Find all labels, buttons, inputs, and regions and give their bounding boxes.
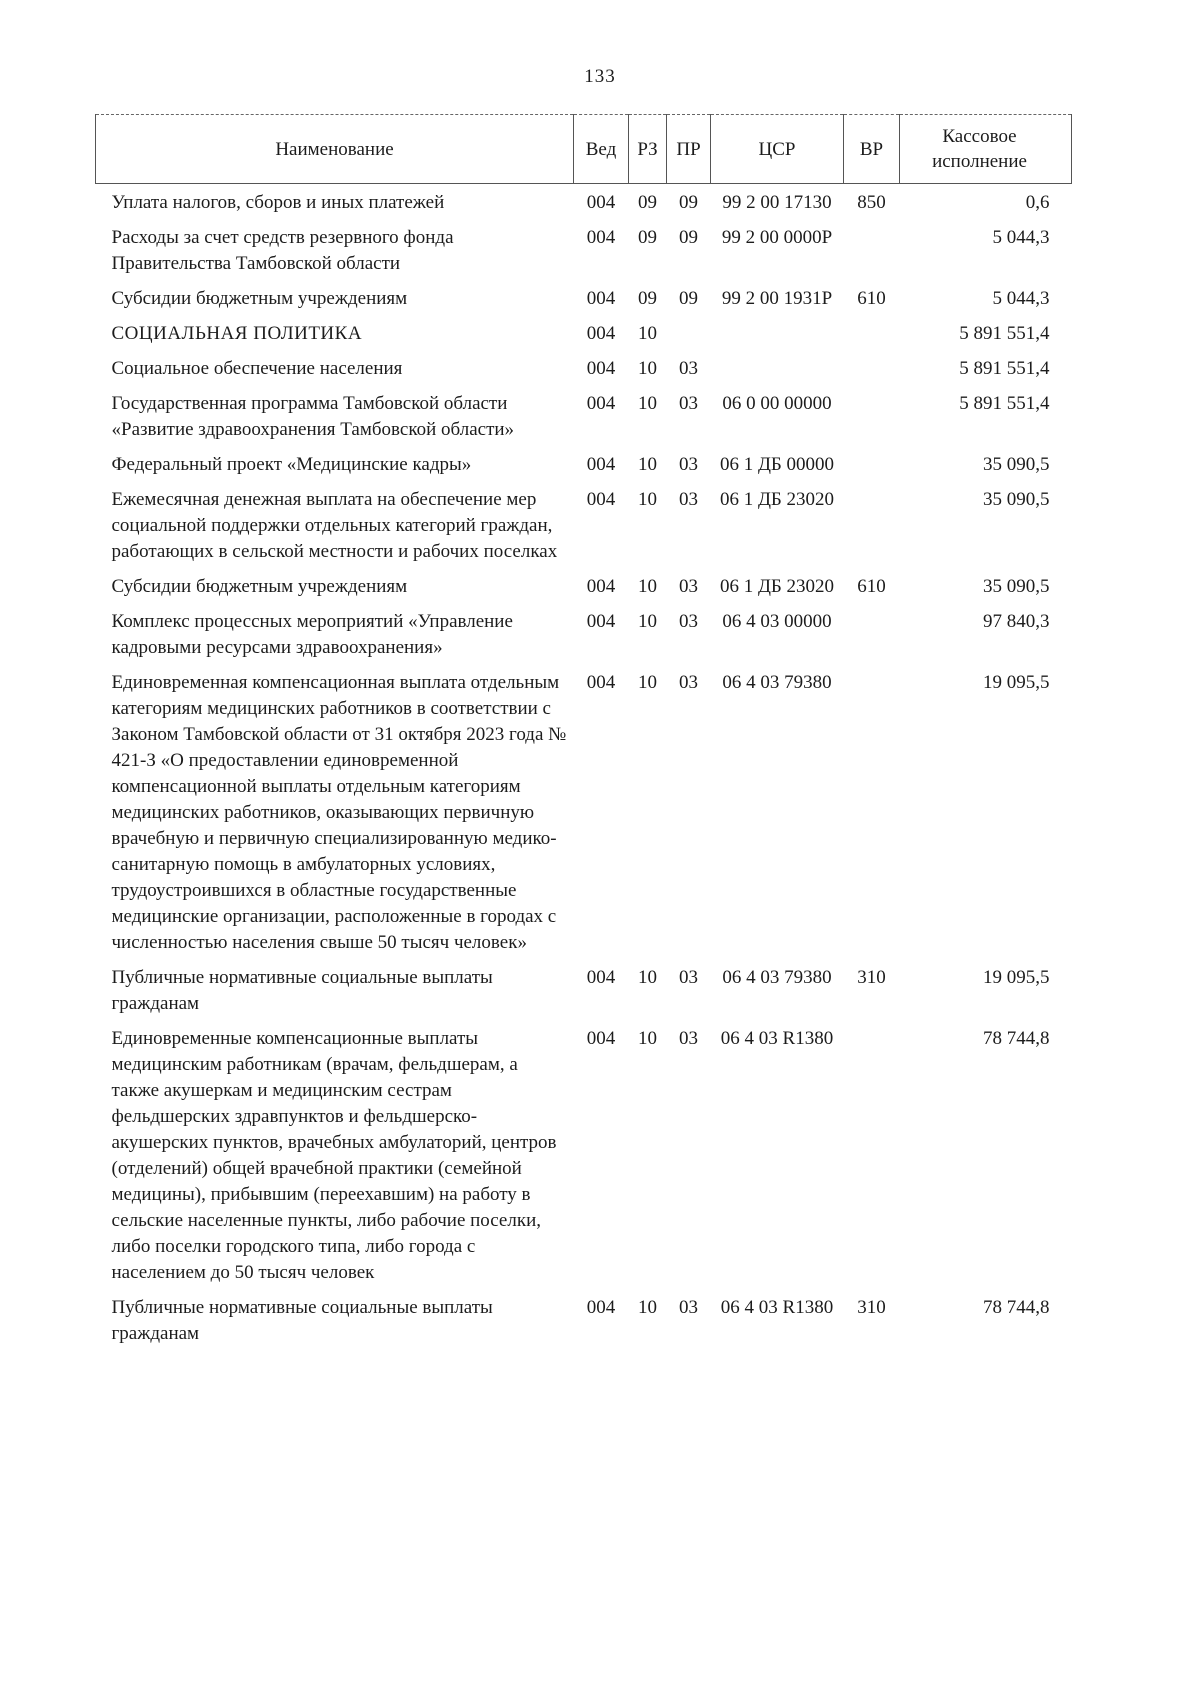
row-pr: 03	[679, 454, 698, 475]
budget-execution-table	[95, 114, 1072, 1350]
row-ved: 004	[586, 288, 616, 309]
row-csr: 06 4 03 79380	[722, 967, 832, 988]
row-vr: 610	[857, 576, 886, 597]
row-csr: 06 1 ДБ 00000	[719, 454, 835, 475]
row-name: Единовременные компенсационные выплаты медицинским работникам (врачам, фельдшерам, а также акушеркам и медицинским сестрам фельдшерских здравпунктов и фельдшерско-акушерских пунктов, врачебных амбулаторий, центров (отделений) общей врачебной практики (семейной медицины), прибывшим (переехавшим) на работу в сельские населенные пункты, либо рабочие поселки, либо поселки городского типа, либо города с населением до 50 тысяч человек	[111, 1028, 557, 1283]
table-row	[96, 385, 1072, 446]
row-ved: 004	[586, 611, 616, 632]
row-name: Субсидии бюджетным учреждениям	[111, 576, 408, 597]
header-vr: ВР	[844, 115, 900, 184]
row-vr	[844, 315, 900, 350]
header-ved: Вед	[574, 115, 629, 184]
table-row	[96, 350, 1072, 385]
row-name: Социальное обеспечение населения	[111, 358, 403, 379]
page-number: 133	[584, 66, 616, 87]
row-name: Единовременная компенсационная выплата отдельным категориям медицинских работников в соответствии с Законом Тамбовской области от 31 октября 2023 года № 421-З «О предоставлении единовременной компенсационной выплаты отдельным категориям медицинских работников, оказывающих первичную врачебную и первичную специализированную медико-санитарную помощь в амбулаторных условиях, трудоустроившихся в областные государственные медицинские организации, расположенные в городах с численностью населения свыше 50 тысяч человек»	[111, 672, 567, 953]
row-pr: 09	[679, 192, 698, 213]
row-amount: 5 891 551,4	[959, 323, 1050, 344]
row-ved: 004	[586, 393, 616, 414]
row-ved: 004	[586, 454, 616, 475]
row-name: СОЦИАЛЬНАЯ ПОЛИТИКА	[111, 323, 363, 344]
row-csr: 99 2 00 0000Р	[721, 227, 833, 248]
row-vr	[844, 446, 900, 481]
row-ved: 004	[586, 192, 616, 213]
row-csr: 06 4 03 00000	[722, 611, 832, 632]
row-rz: 10	[638, 672, 657, 693]
row-rz: 09	[638, 227, 657, 248]
row-vr	[844, 385, 900, 446]
row-vr: 850	[857, 192, 886, 213]
row-rz: 10	[638, 1297, 657, 1318]
row-amount: 0,6	[1025, 192, 1050, 213]
row-rz: 10	[638, 323, 657, 344]
row-amount: 35 090,5	[983, 454, 1050, 475]
row-name: Уплата налогов, сборов и иных платежей	[111, 192, 445, 213]
row-csr: 06 4 03 R1380	[720, 1028, 834, 1049]
row-csr: 06 4 03 79380	[722, 672, 832, 693]
table-row	[96, 481, 1072, 568]
header-rz: РЗ	[629, 115, 667, 184]
row-rz: 10	[638, 1028, 657, 1049]
row-amount: 19 095,5	[983, 672, 1050, 693]
row-csr	[711, 315, 844, 350]
table-row	[96, 184, 1072, 220]
row-csr: 06 0 00 00000	[722, 393, 832, 414]
row-rz: 10	[638, 358, 657, 379]
row-ved: 004	[586, 323, 616, 344]
row-name: Субсидии бюджетным учреждениям	[111, 288, 408, 309]
header-csr: ЦСР	[711, 115, 844, 184]
table-row	[96, 280, 1072, 315]
row-pr: 03	[679, 611, 698, 632]
row-pr: 03	[679, 1028, 698, 1049]
row-vr	[844, 350, 900, 385]
row-name: Публичные нормативные социальные выплаты гражданам	[111, 967, 493, 1014]
table-row	[96, 315, 1072, 350]
table-row	[96, 664, 1072, 959]
row-amount: 5 891 551,4	[959, 393, 1050, 414]
row-name: Ежемесячная денежная выплата на обеспечение мер социальной поддержки отдельных категорий граждан, работающих в сельской местности и рабочих поселках	[111, 489, 558, 562]
row-rz: 10	[638, 393, 657, 414]
row-name: Комплекс процессных мероприятий «Управление кадровыми ресурсами здравоохранения»	[111, 611, 513, 658]
row-vr	[844, 219, 900, 280]
row-ved: 004	[586, 672, 616, 693]
row-rz: 10	[638, 611, 657, 632]
row-vr: 610	[857, 288, 886, 309]
row-ved: 004	[586, 358, 616, 379]
row-csr: 99 2 00 1931Р	[721, 288, 833, 309]
header-cash-execution: Кассовое исполнение	[900, 115, 1072, 184]
row-pr	[667, 315, 711, 350]
row-csr: 99 2 00 17130	[722, 192, 832, 213]
row-csr	[711, 350, 844, 385]
row-ved: 004	[586, 1297, 616, 1318]
row-amount: 5 044,3	[992, 288, 1050, 309]
row-rz: 10	[638, 967, 657, 988]
row-rz: 09	[638, 288, 657, 309]
row-pr: 03	[679, 489, 698, 510]
row-csr: 06 4 03 R1380	[720, 1297, 834, 1318]
row-amount: 78 744,8	[983, 1297, 1050, 1318]
row-vr	[844, 603, 900, 664]
row-amount: 35 090,5	[983, 576, 1050, 597]
row-amount: 97 840,3	[983, 611, 1050, 632]
row-ved: 004	[586, 489, 616, 510]
row-rz: 10	[638, 576, 657, 597]
row-ved: 004	[586, 227, 616, 248]
row-pr: 03	[679, 576, 698, 597]
row-vr: 310	[857, 967, 886, 988]
row-pr: 03	[679, 1297, 698, 1318]
row-pr: 03	[679, 672, 698, 693]
row-csr: 06 1 ДБ 23020	[719, 576, 835, 597]
table-row	[96, 446, 1072, 481]
row-vr	[844, 1020, 900, 1289]
row-pr: 03	[679, 393, 698, 414]
row-pr: 09	[679, 227, 698, 248]
table-header-row	[96, 115, 1072, 184]
row-name: Федеральный проект «Медицинские кадры»	[111, 454, 472, 475]
row-amount: 5 044,3	[992, 227, 1050, 248]
row-vr: 310	[857, 1297, 886, 1318]
row-vr	[844, 664, 900, 959]
row-pr: 09	[679, 288, 698, 309]
row-rz: 10	[638, 454, 657, 475]
row-amount: 78 744,8	[983, 1028, 1050, 1049]
table-row	[96, 603, 1072, 664]
table-row	[96, 1020, 1072, 1289]
row-amount: 19 095,5	[983, 967, 1050, 988]
row-name: Расходы за счет средств резервного фонда Правительства Тамбовской области	[111, 227, 454, 274]
table-row	[96, 568, 1072, 603]
table-body	[96, 184, 1072, 1351]
row-ved: 004	[586, 576, 616, 597]
table-row	[96, 219, 1072, 280]
header-name: Наименование	[96, 115, 574, 184]
row-pr: 03	[679, 967, 698, 988]
row-name: Государственная программа Тамбовской области «Развитие здравоохранения Тамбовской области»	[111, 393, 515, 440]
row-vr	[844, 481, 900, 568]
row-amount: 5 891 551,4	[959, 358, 1050, 379]
row-ved: 004	[586, 1028, 616, 1049]
row-ved: 004	[586, 967, 616, 988]
header-pr: ПР	[667, 115, 711, 184]
row-pr: 03	[679, 358, 698, 379]
row-amount: 35 090,5	[983, 489, 1050, 510]
row-rz: 09	[638, 192, 657, 213]
row-name: Публичные нормативные социальные выплаты гражданам	[111, 1297, 493, 1344]
row-csr: 06 1 ДБ 23020	[719, 489, 835, 510]
table-row	[96, 1289, 1072, 1350]
row-rz: 10	[638, 489, 657, 510]
table-row	[96, 959, 1072, 1020]
